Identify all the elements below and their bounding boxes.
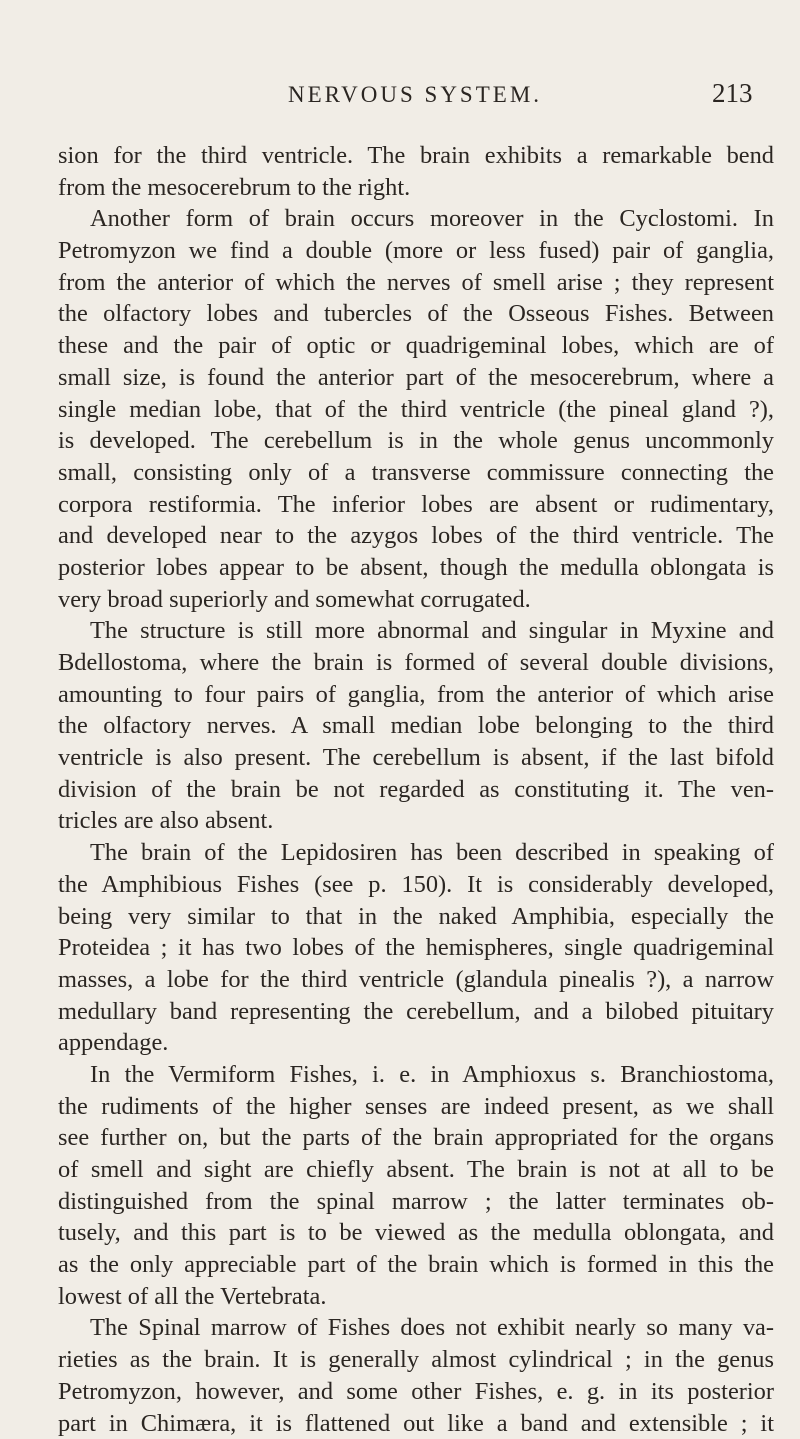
- text-line: medullary band representing the cerebellum, and a bilobed pituitary: [58, 996, 774, 1028]
- text-line: In the Vermiform Fishes, i. e. in Amphioxus s. Branchiostoma,: [58, 1059, 774, 1091]
- text-line: Proteidea ; it has two lobes of the hemispheres, single quadrigeminal: [58, 932, 774, 964]
- text-line: tusely, and this part is to be viewed as the medulla oblongata, and: [58, 1217, 774, 1249]
- text-line: distinguished from the spinal marrow ; the latter terminates ob-: [58, 1186, 774, 1218]
- page-number: 213: [712, 78, 753, 109]
- text-line: posterior lobes appear to be absent, though the medulla oblongata is: [58, 552, 774, 584]
- text-line: sion for the third ventricle. The brain exhibits a remarkable bend: [58, 140, 774, 172]
- text-line: these and the pair of optic or quadrigeminal lobes, which are of: [58, 330, 774, 362]
- text-line: as the only appreciable part of the brain which is formed in this the: [58, 1249, 774, 1281]
- text-line: ventricle is also present. The cerebellum is absent, if the last bifold: [58, 742, 774, 774]
- text-line: from the mesocerebrum to the right.: [58, 172, 774, 204]
- text-line: the olfactory nerves. A small median lobe belonging to the third: [58, 710, 774, 742]
- text-line: amounting to four pairs of ganglia, from the anterior of which arise: [58, 679, 774, 711]
- text-line: The structure is still more abnormal and singular in Myxine and: [58, 615, 774, 647]
- text-line: The brain of the Lepidosiren has been described in speaking of: [58, 837, 774, 869]
- text-line: is developed. The cerebellum is in the whole genus uncommonly: [58, 425, 774, 457]
- text-line: Another form of brain occurs moreover in the Cyclostomi. In: [58, 203, 774, 235]
- page-header: [0, 78, 800, 118]
- running-head: NERVOUS SYSTEM.: [288, 82, 542, 108]
- text-line: appendage.: [58, 1027, 774, 1059]
- text-line: the olfactory lobes and tubercles of the Osseous Fishes. Between: [58, 298, 774, 330]
- text-line: division of the brain be not regarded as constituting it. The ven-: [58, 774, 774, 806]
- text-line: rieties as the brain. It is generally almost cylindrical ; in the genus: [58, 1344, 774, 1376]
- text-line: being very similar to that in the naked Amphibia, especially the: [58, 901, 774, 933]
- text-line: of smell and sight are chiefly absent. The brain is not at all to be: [58, 1154, 774, 1186]
- text-line: corpora restiformia. The inferior lobes are absent or rudimentary,: [58, 489, 774, 521]
- text-line: part in Chimæra, it is flattened out like a band and extensible ; it: [58, 1408, 774, 1439]
- text-line: very broad superiorly and somewhat corrugated.: [58, 584, 774, 616]
- text-line: the rudiments of the higher senses are indeed present, as we shall: [58, 1091, 774, 1123]
- text-line: and developed near to the azygos lobes of the third ventricle. The: [58, 520, 774, 552]
- text-line: masses, a lobe for the third ventricle (glandula pinealis ?), a narrow: [58, 964, 774, 996]
- text-line: single median lobe, that of the third ventricle (the pineal gland ?),: [58, 394, 774, 426]
- text-line: small, consisting only of a transverse commissure connecting the: [58, 457, 774, 489]
- text-line: from the anterior of which the nerves of smell arise ; they represent: [58, 267, 774, 299]
- text-line: lowest of all the Vertebrata.: [58, 1281, 774, 1313]
- text-line: The Spinal marrow of Fishes does not exhibit nearly so many va-: [58, 1312, 774, 1344]
- text-line: the Amphibious Fishes (see p. 150). It is considerably developed,: [58, 869, 774, 901]
- body-text: [58, 140, 774, 1439]
- text-line: Bdellostoma, where the brain is formed of several double divisions,: [58, 647, 774, 679]
- text-line: Petromyzon we find a double (more or less fused) pair of ganglia,: [58, 235, 774, 267]
- text-line: small size, is found the anterior part of the mesocerebrum, where a: [58, 362, 774, 394]
- text-line: see further on, but the parts of the brain appropriated for the organs: [58, 1122, 774, 1154]
- text-line: Petromyzon, however, and some other Fishes, e. g. in its posterior: [58, 1376, 774, 1408]
- text-line: tricles are also absent.: [58, 805, 774, 837]
